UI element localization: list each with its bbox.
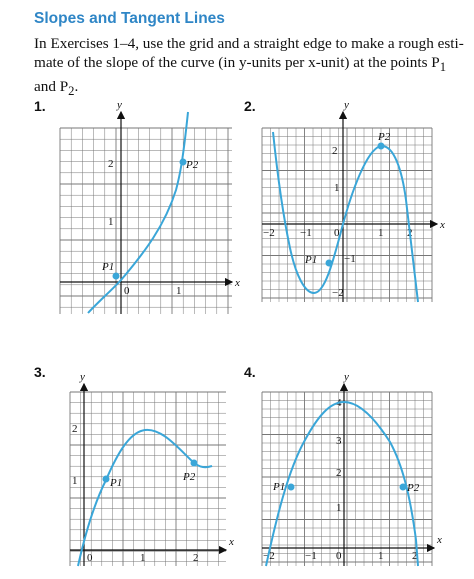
tick-label-4-x1: 1 <box>378 550 384 562</box>
x-axis-label-3: x <box>229 536 234 548</box>
tick-label-4-xm2: −2 <box>263 550 275 562</box>
point-p2-graph-3 <box>191 460 198 467</box>
graph-4 <box>262 371 442 566</box>
tick-label-4-y2: 2 <box>336 467 342 479</box>
tick-label-4-xm1: −1 <box>305 550 317 562</box>
grid-3 <box>70 392 226 566</box>
point-label-p1-graph-1: P1 <box>102 261 115 273</box>
tick-label-1-y1: 1 <box>108 216 114 228</box>
instructions-line-2: mate of the slope of the curve (in y-units per x-unit) at the points P <box>34 54 440 71</box>
tick-label-2-x0: 0 <box>334 227 340 239</box>
graph-1 <box>60 99 240 314</box>
point-label-p2-graph-1: P2 <box>186 159 199 171</box>
tick-label-3-y1: 1 <box>72 475 78 487</box>
graph-3 <box>70 371 234 566</box>
tick-label-3-x2: 2 <box>193 552 199 564</box>
x-axis-label-1: x <box>235 277 240 289</box>
tick-label-2-ym1: −1 <box>344 253 356 265</box>
tick-label-2-x2: 2 <box>407 227 413 239</box>
tick-label-4-x2: 2 <box>412 550 418 562</box>
instructions-line-1: In Exercises 1–4, use the grid and a straight edge to make a rough esti- <box>34 35 464 52</box>
grid-2 <box>262 128 432 302</box>
tick-label-1-y2: 2 <box>108 158 114 170</box>
tick-label-3-y2: 2 <box>72 423 78 435</box>
y-axis-label-1: y <box>117 99 122 111</box>
tick-label-1-x1: 1 <box>176 285 182 297</box>
tick-label-3-x1: 1 <box>140 552 146 564</box>
tick-label-2-x1: 1 <box>378 227 384 239</box>
curve-4 <box>266 402 418 566</box>
curve-2 <box>273 132 418 302</box>
y-axis-label-4: y <box>344 371 349 383</box>
y-axis-label-2: y <box>344 99 349 111</box>
tick-label-4-y1: 1 <box>336 502 342 514</box>
point-label-p1-graph-4: P1 <box>273 481 286 493</box>
exercise-number-1: 1. <box>34 98 46 114</box>
point-label-p2-graph-4: P2 <box>407 482 420 494</box>
tick-label-4-y4: 4 <box>336 397 342 409</box>
exercise-number-2: 2. <box>244 98 256 114</box>
tick-label-2-y1: 1 <box>334 182 340 194</box>
point-p2-graph-4 <box>400 484 407 491</box>
tick-label-1-x0: 0 <box>124 285 130 297</box>
exercise-instructions: In Exercises 1–4, use the grid and a straight edge to make a rough esti- mate of the slope of the curve (in y-units per x-unit) at the points $P_1$ and $P_2$. <box>34 35 464 99</box>
exercise-number-3: 3. <box>34 364 46 380</box>
y-axis-label-3: y <box>80 371 85 383</box>
instructions-line-3: and P <box>34 78 69 96</box>
tick-label-2-xm1: −1 <box>300 227 312 239</box>
x-axis-label-4: x <box>437 534 442 546</box>
tick-label-2-y2: 2 <box>332 145 338 157</box>
graph-2 <box>262 99 445 302</box>
section-title: Slopes and Tangent Lines <box>34 10 225 27</box>
tick-label-4-x0: 0 <box>336 550 342 562</box>
point-p1-graph-1 <box>113 273 120 280</box>
tick-label-4-y3: 3 <box>336 435 342 447</box>
tick-label-2-xm2: −2 <box>263 227 275 239</box>
point-p1-graph-4 <box>288 484 295 491</box>
tick-label-3-x0: 0 <box>87 552 93 564</box>
point-label-p1-graph-2: P1 <box>305 254 318 266</box>
curve-1 <box>88 112 188 313</box>
tick-label-2-ym2: −2 <box>332 287 344 299</box>
point-p1-graph-2 <box>326 260 333 267</box>
grid-1 <box>60 128 232 314</box>
point-p2-graph-2 <box>378 143 385 150</box>
point-label-p2-graph-3: P2 <box>183 471 196 483</box>
point-label-p1-graph-3: P1 <box>110 477 123 489</box>
point-label-p2-graph-2: P2 <box>378 131 391 143</box>
exercise-number-4: 4. <box>244 364 256 380</box>
x-axis-label-2: x <box>440 219 445 231</box>
point-p1-graph-3 <box>103 476 110 483</box>
